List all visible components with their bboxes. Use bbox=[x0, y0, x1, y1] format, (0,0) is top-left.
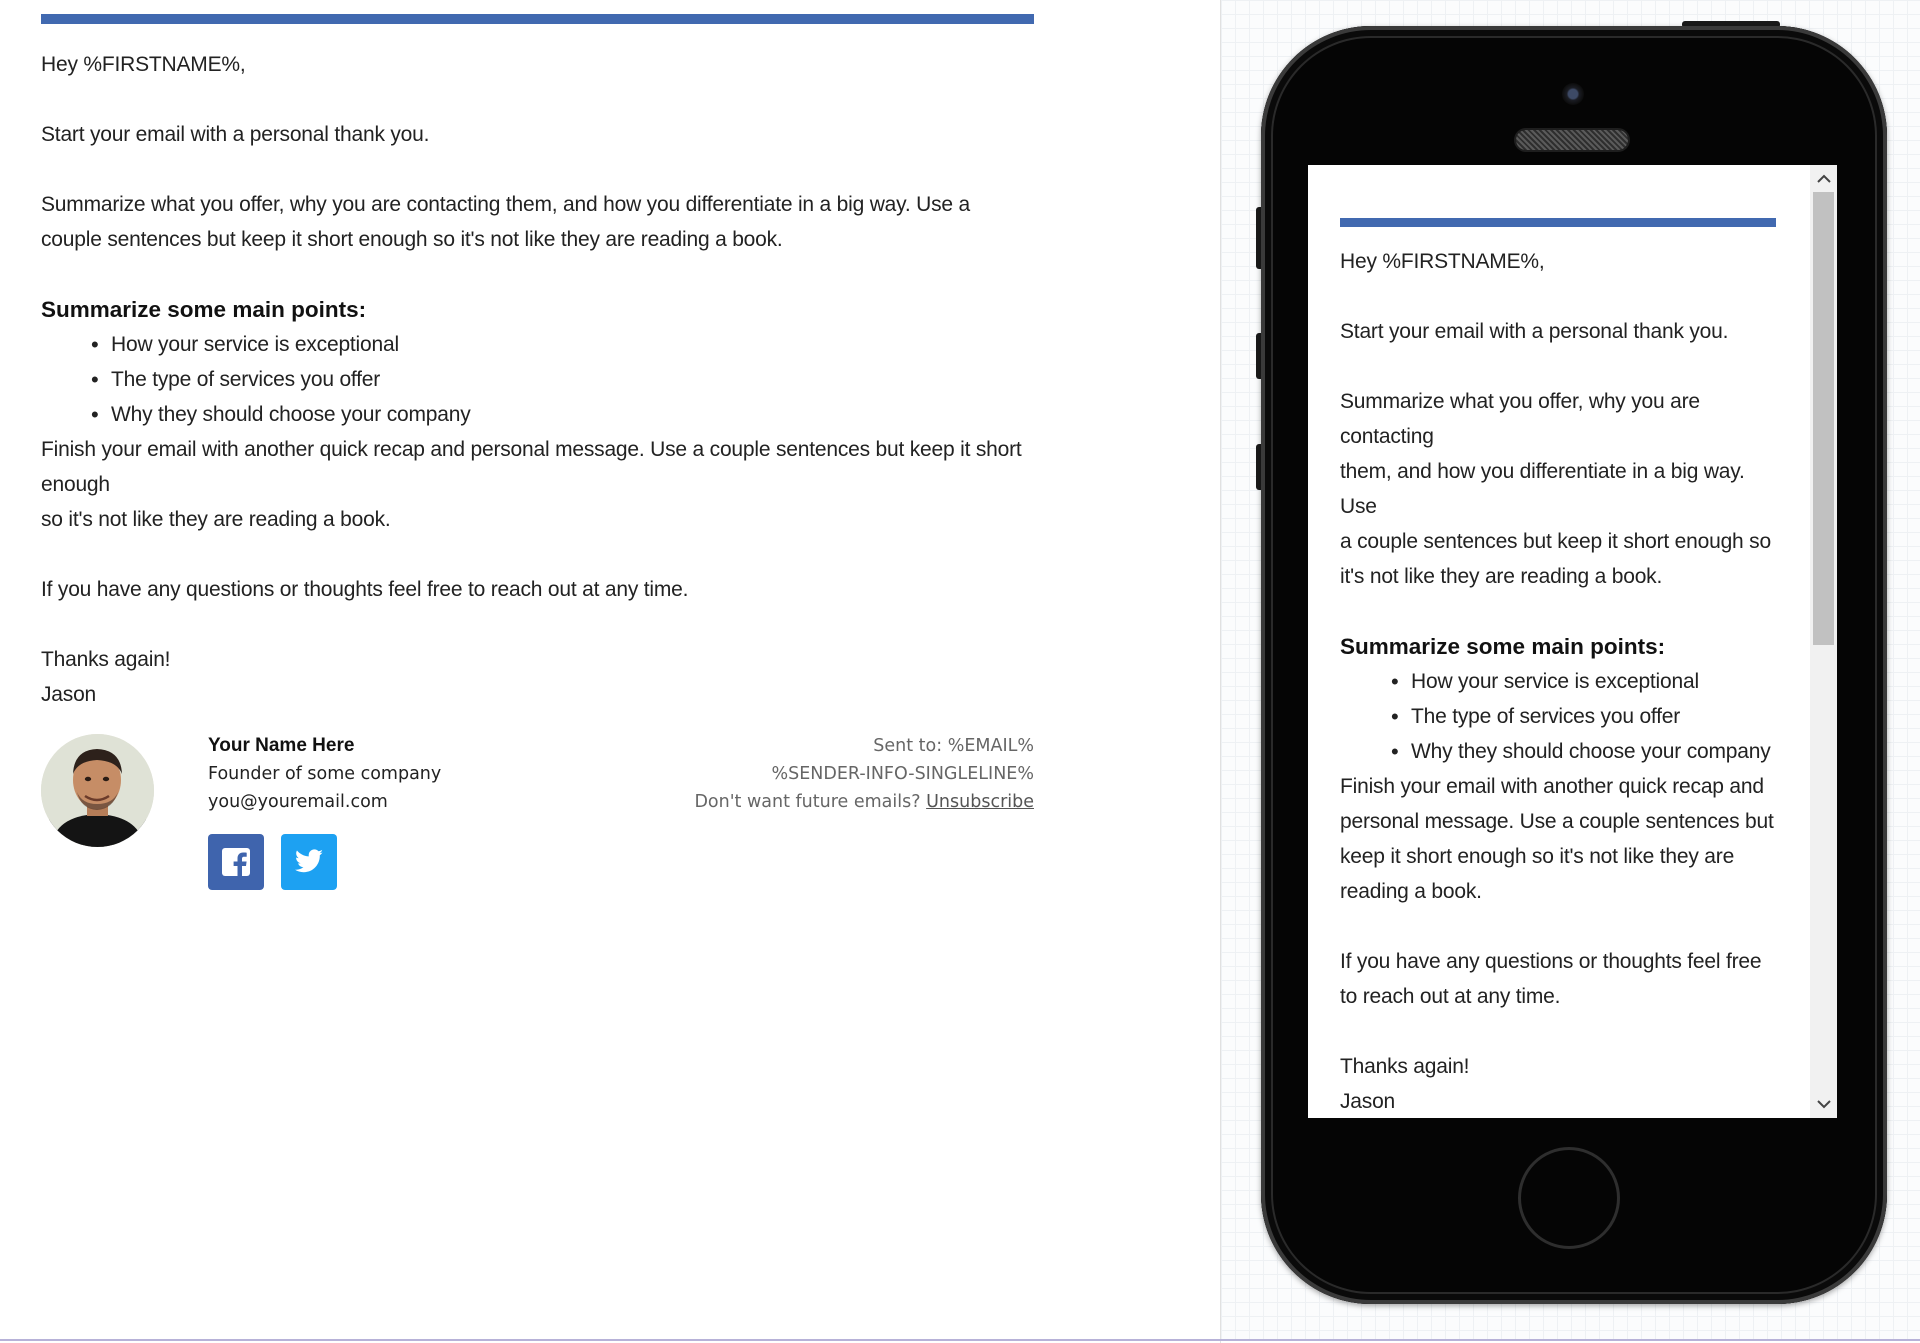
email-summary-line: it's not like they are reading a book. bbox=[1340, 565, 1663, 588]
unsubscribe-link[interactable]: Unsubscribe bbox=[926, 792, 1034, 812]
email-questions: If you have any questions or thoughts feel free to reach out at any time. bbox=[41, 578, 689, 601]
signature-email[interactable]: you@youremail.com bbox=[208, 792, 388, 812]
email-intro: Start your email with a personal thank you. bbox=[41, 123, 430, 146]
scroll-up-button[interactable] bbox=[1810, 165, 1837, 192]
chevron-up-icon bbox=[1817, 174, 1831, 183]
facebook-button[interactable] bbox=[208, 834, 264, 890]
email-thanks: Thanks again! bbox=[41, 648, 171, 671]
chevron-down-icon bbox=[1817, 1100, 1831, 1109]
email-summary-line: a couple sentences but keep it short enough so bbox=[1340, 530, 1771, 553]
signature-title: Founder of some company bbox=[208, 764, 442, 784]
email-header-bar bbox=[1340, 218, 1776, 227]
email-header-bar bbox=[41, 14, 1034, 24]
email-questions-line: to reach out at any time. bbox=[1340, 985, 1561, 1008]
list-item: • Why they should choose your company bbox=[111, 397, 1034, 432]
email-summary-line: Summarize what you offer, why you are contacting them, and how you differentiate in a big way. Use a bbox=[41, 193, 971, 216]
camera-icon bbox=[1562, 83, 1584, 105]
email-signoff: Jason bbox=[41, 683, 97, 706]
email-body bbox=[41, 14, 1034, 712]
email-intro: Start your email with a personal thank you. bbox=[1340, 320, 1729, 343]
scrollbar-thumb[interactable] bbox=[1813, 192, 1834, 645]
email-questions-line: If you have any questions or thoughts feel free bbox=[1340, 950, 1762, 973]
email-points-list bbox=[1340, 664, 1776, 769]
signature-name: Your Name Here bbox=[208, 735, 355, 756]
unsubscribe-prefix: Don't want future emails? bbox=[694, 792, 921, 812]
home-button bbox=[1518, 1147, 1620, 1249]
speaker-grille bbox=[1516, 130, 1628, 150]
email-finish-line: reading a book. bbox=[1340, 880, 1482, 903]
list-item: • Why they should choose your company bbox=[1411, 734, 1776, 769]
email-signoff: Jason bbox=[1340, 1090, 1396, 1113]
signature-info bbox=[208, 732, 441, 816]
signature-meta bbox=[694, 732, 1034, 816]
email-summary-line: them, and how you differentiate in a big way. Use bbox=[1340, 460, 1745, 518]
facebook-icon bbox=[221, 847, 251, 877]
email-points-heading: Summarize some main points: bbox=[1340, 634, 1666, 659]
scrollbar[interactable] bbox=[1810, 165, 1837, 1118]
twitter-button[interactable] bbox=[281, 834, 337, 890]
list-item: • The type of services you offer bbox=[111, 362, 1034, 397]
email-finish-line: personal message. Use a couple sentences but bbox=[1340, 810, 1774, 833]
list-item: • How your service is exceptional bbox=[1411, 664, 1776, 699]
scroll-down-button[interactable] bbox=[1810, 1091, 1837, 1118]
email-finish-line: keep it short enough so it's not like they are bbox=[1340, 845, 1735, 868]
email-thanks: Thanks again! bbox=[1340, 1055, 1470, 1078]
social-links bbox=[208, 834, 337, 890]
list-item: • How your service is exceptional bbox=[111, 327, 1034, 362]
email-greeting: Hey %FIRSTNAME%, bbox=[1340, 250, 1545, 273]
list-item: • The type of services you offer bbox=[1411, 699, 1776, 734]
unsubscribe-line bbox=[694, 788, 1034, 816]
email-greeting: Hey %FIRSTNAME%, bbox=[41, 53, 246, 76]
twitter-icon bbox=[294, 849, 324, 875]
email-finish-line: Finish your email with another quick recap and bbox=[1340, 775, 1764, 798]
email-points-list bbox=[41, 327, 1034, 432]
phone-screen bbox=[1308, 165, 1837, 1118]
email-summary-line: Summarize what you offer, why you are contacting bbox=[1340, 390, 1700, 448]
mobile-email-body bbox=[1340, 218, 1776, 1118]
email-signature bbox=[41, 732, 1034, 902]
bottom-border bbox=[0, 1339, 1920, 1341]
email-finish-line: so it's not like they are reading a book. bbox=[41, 508, 391, 531]
email-summary-line: couple sentences but keep it short enough so it's not like they are reading a book. bbox=[41, 228, 783, 251]
sender-info: %SENDER-INFO-SINGLELINE% bbox=[771, 764, 1034, 784]
avatar bbox=[41, 734, 154, 847]
email-finish-line: Finish your email with another quick recap and personal message. Use a couple sentences but keep it short enough bbox=[41, 438, 1022, 496]
sent-to: Sent to: %EMAIL% bbox=[873, 736, 1034, 756]
email-points-heading: Summarize some main points: bbox=[41, 297, 367, 322]
avatar-photo-icon bbox=[41, 734, 154, 847]
